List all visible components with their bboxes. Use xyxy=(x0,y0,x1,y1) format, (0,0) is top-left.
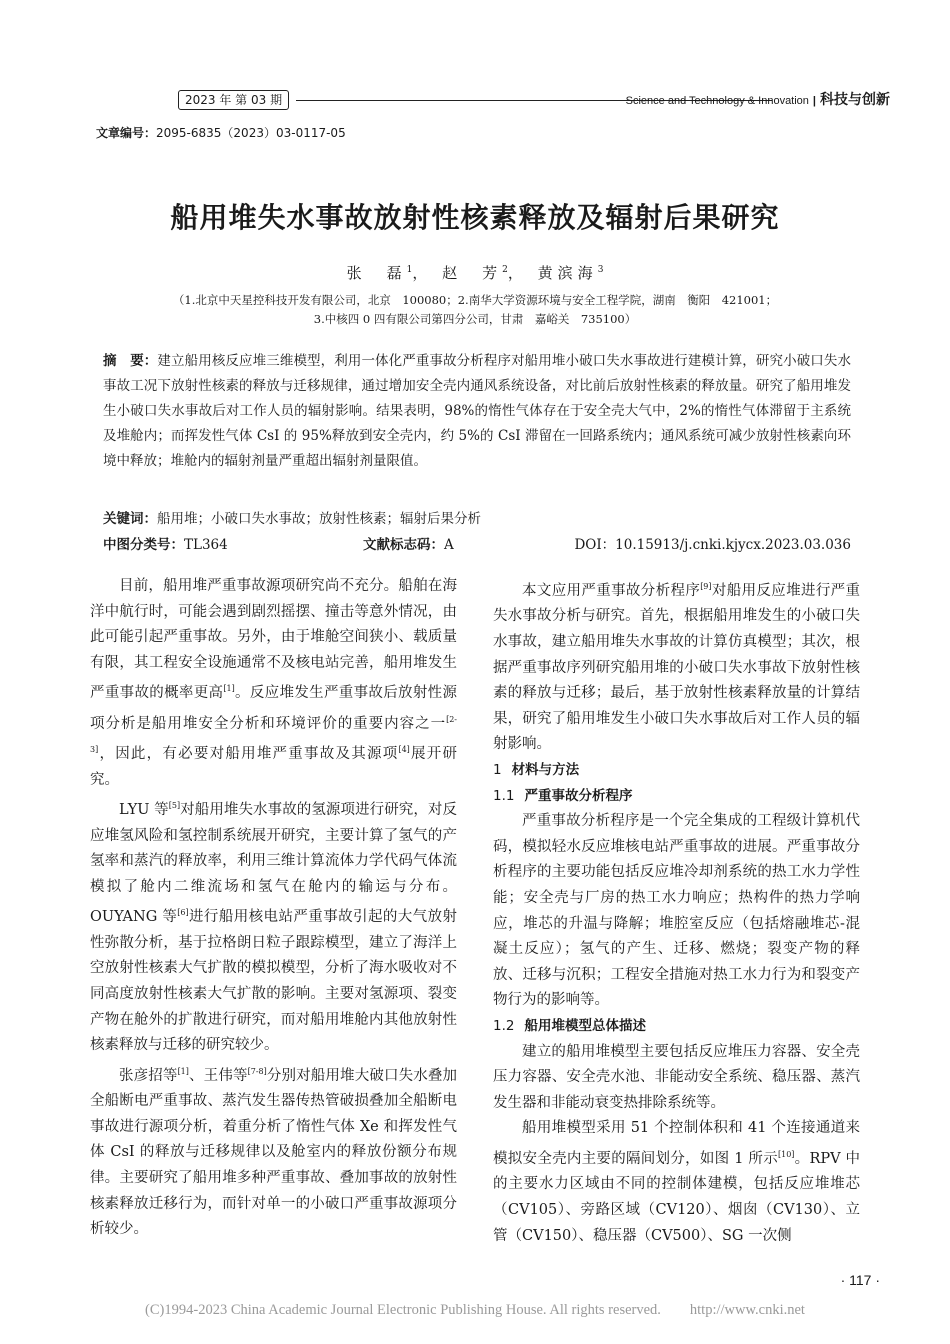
author-name: 赵 芳 xyxy=(442,264,503,282)
citation[interactable]: [1] xyxy=(223,684,235,694)
section-number: 1.2 xyxy=(493,1017,515,1034)
keywords-label: 关键词： xyxy=(103,511,157,527)
journal-name xyxy=(626,90,890,111)
keywords-text: 船用堆；小破口失水事故；放射性核素；辐射后果分析 xyxy=(157,511,481,527)
author-name: 黄滨海 xyxy=(537,264,598,282)
body-paragraph: 严重事故分析程序是一个完全集成的工程级计算机代码，模拟轻水反应堆核电站严重事故的进展。严重事故分析程序的主要功能包括反应堆冷却剂系统的热工水力学性能；安全壳与厂房的热工水力响应；热构件的热力学响应，堆芯的升温与降解；堆腔室反应（包括熔融堆芯-混凝土反应）；氢气的产生、迁移、燃烧；裂变产物的释放、迁移与沉积；工程安全措施对热工水力行为和裂变产物行为的影响等。 xyxy=(493,813,860,1009)
clc-label: 中图分类号： xyxy=(103,537,184,553)
document-code-label: 文献标志码： xyxy=(363,537,444,553)
citation[interactable]: [9] xyxy=(700,582,712,591)
author-affiliation-mark: 1 xyxy=(406,265,413,275)
subsection-heading xyxy=(493,784,860,810)
clc-value: TL364 xyxy=(184,537,228,553)
citation[interactable]: [7-8] xyxy=(247,1066,267,1076)
author-separator: ， xyxy=(507,264,528,282)
article-number-value: 2095-6835（2023）03-0117-05 xyxy=(156,126,346,140)
paragraph-text: 目前，船用堆严重事故源项研究尚不充分。船舶在海洋中航行时，可能会遇到剧烈摇摆、撞击等意外情况，由此可能引起严重事故。另外，由于堆舱空间狭小、载质量有限，其工程安全设施通常不及核电站完善，船用堆发生严重事故的概率更高 xyxy=(90,578,457,702)
body-paragraph xyxy=(493,1116,860,1249)
issue-label: 2023 年 第 03 期 xyxy=(178,90,289,110)
section-heading xyxy=(493,758,860,784)
abstract-text: 建立船用核反应堆三维模型，利用一体化严重事故分析程序对船用堆小破口失水事故进行建模计算，研究小破口失水事故工况下放射性核素的释放与迁移规律，通过增加安全壳内通风系统设备，对比前后放射性核素的释放量。研究了船用堆发生小破口失水事故后对工作人员的辐射影响。结果表明，98%的惰性气体存在于安全壳大气中，2%的惰性气体滞留于主系统及堆舱内；而挥发性气体 CsI 的 95%释放到安全壳内，约 5%的 CsI 滞留在一回路系统内；通风系统可减少放射性核素向环境中释放；堆舱内的辐射剂量严重超出辐射剂量限值。 xyxy=(103,353,852,469)
author-list xyxy=(0,262,950,283)
section-number: 1 xyxy=(493,761,502,778)
article-number-label: 文章编号： xyxy=(96,126,157,140)
body-paragraph xyxy=(90,793,457,1059)
citation[interactable]: [10] xyxy=(777,1149,795,1159)
author-affiliation-mark: 3 xyxy=(597,265,604,275)
section-title: 船用堆模型总体描述 xyxy=(524,1017,646,1034)
affiliation-line-1: （1.北京中天星控科技开发有限公司，北京 100080；2.南华大学资源环境与安全工程学院，湖南 衡阳 421001； xyxy=(172,293,778,307)
paragraph-text: 进行船用核电站严重事故引起的大气放射性弥散分析，基于拉格朗日粒子跟踪模型，建立了海洋上空放射性核素大气扩散的模拟模型，分析了海水吸收对不同高度放射性核素大气扩散的影响。主要对氢源项、裂变产物在舱外的扩散进行研究，而对船用堆舱内其他放射性核素释放与迁移的研究较少。 xyxy=(90,909,458,1054)
copyright-footer: (C)1994-2023 China Academic Journal Electronic Publishing House. All rights reserved. http://www.cnki.net xyxy=(145,1302,805,1318)
body-column-left xyxy=(90,574,457,1243)
paragraph-text: 、王伟等 xyxy=(188,1067,248,1084)
body-column-right xyxy=(493,574,860,1249)
paragraph-text: 。RPV 中的主要水力区域由不同的控制体建模，包括反应堆堆芯（CV105）、旁路区域（CV120）、烟囱（CV130）、立管（CV150）、稳压器（CV500）、SG 一次侧 xyxy=(493,1150,860,1244)
paragraph-text: 对船用堆失水事故的氢源项进行研究，对反应堆氢风险和氢控制系统展开研究，主要计算了氢气的产氢率和蒸汽的释放率，利用三维计算流体力学代码气体流模拟了舱内二维流场和氢气在舱内的输运与分布。OUYANG 等 xyxy=(90,802,458,926)
document-code-value: A xyxy=(444,537,454,553)
paragraph-text: 船用堆模型采用 51 个控制体积和 41 个连接通道来模拟安全壳内主要的隔间划分，如图 1 所示 xyxy=(493,1120,860,1167)
abstract-label: 摘 要： xyxy=(103,353,158,369)
section-number: 1.1 xyxy=(493,787,515,804)
classification-row xyxy=(103,533,851,555)
running-header xyxy=(178,90,890,112)
journal-name-cn: 科技与创新 xyxy=(820,92,890,108)
body-paragraph xyxy=(493,574,860,758)
citation[interactable]: [1] xyxy=(177,1066,189,1076)
paragraph-text: 对船用反应堆进行严重失水事故分析与研究。首先，根据船用堆发生的小破口失水事故，建立船用堆失水事故的计算仿真模型；其次，根据严重事故序列研究船用堆的小破口失水事故下放射性核素的释放与迁移；最后，基于放射性核素释放量的计算结果，研究了船用堆发生小破口失水事故后对工作人员的辐射影响。 xyxy=(493,582,861,753)
section-title: 材料与方法 xyxy=(511,761,580,778)
paragraph-text: ，因此，有必要对船用堆严重事故及其源项 xyxy=(98,746,399,763)
body-paragraph xyxy=(90,574,457,793)
paragraph-text: 本文应用严重事故分析程序 xyxy=(522,582,701,599)
citation[interactable]: [2-3] xyxy=(90,714,457,755)
keywords xyxy=(103,507,851,527)
citation[interactable]: [5] xyxy=(168,801,181,811)
author-name: 张 磊 xyxy=(346,264,407,282)
affiliation-line-2: 3.中核四 0 四有限公司第四分公司，甘肃 嘉峪关 735100） xyxy=(313,312,637,326)
abstract xyxy=(103,349,851,474)
journal-name-en: Science and Technology & Innovation xyxy=(625,95,809,107)
author-separator: ， xyxy=(412,264,433,282)
clc-number xyxy=(103,533,228,553)
paragraph-text: 。反应堆发生严重事故后放射性源项分析是船用堆安全分析和环境评价的重要内容之一 xyxy=(90,685,458,732)
paragraph-text: 展开研究。 xyxy=(90,746,458,788)
citation[interactable]: [6] xyxy=(177,908,189,918)
subsection-heading xyxy=(493,1014,860,1040)
paragraph-text: 分别对船用堆大破口失水叠加全船断电严重事故、蒸汽发生器传热管破损叠加全船断电事故进行源项分析，着重分析了惰性气体 Xe 和挥发性气体 CsI 的释放与迁移规律以及舱室内的释放份额分布规律。主要研究了船用堆多种严重事故、叠加事故的放射性核素释放迁移行为，而针对单一的小破口严重事故源项分析较少。 xyxy=(90,1067,458,1238)
page-number: · 117 · xyxy=(840,1272,880,1288)
body-paragraph: 建立的船用堆模型主要包括反应堆压力容器、安全壳压力容器、安全壳水池、非能动安全系统、稳压器、蒸汽发生器和非能动衰变热排除系统等。 xyxy=(493,1043,860,1111)
paragraph-text: LYU 等 xyxy=(119,802,169,819)
doi: DOI：10.15913/j.cnki.kjycx.2023.03.036 xyxy=(574,537,851,553)
body-paragraph xyxy=(90,1059,457,1243)
article-number xyxy=(96,124,346,141)
section-title: 严重事故分析程序 xyxy=(524,787,633,804)
citation[interactable]: [4] xyxy=(398,745,410,755)
paper-title: 船用堆失水事故放射性核素释放及辐射后果研究 xyxy=(170,201,780,234)
journal-separator: | xyxy=(812,95,816,107)
author-affiliation-mark: 2 xyxy=(502,265,508,275)
paragraph-text: 张彦招等 xyxy=(119,1067,178,1084)
document-code xyxy=(363,533,454,553)
